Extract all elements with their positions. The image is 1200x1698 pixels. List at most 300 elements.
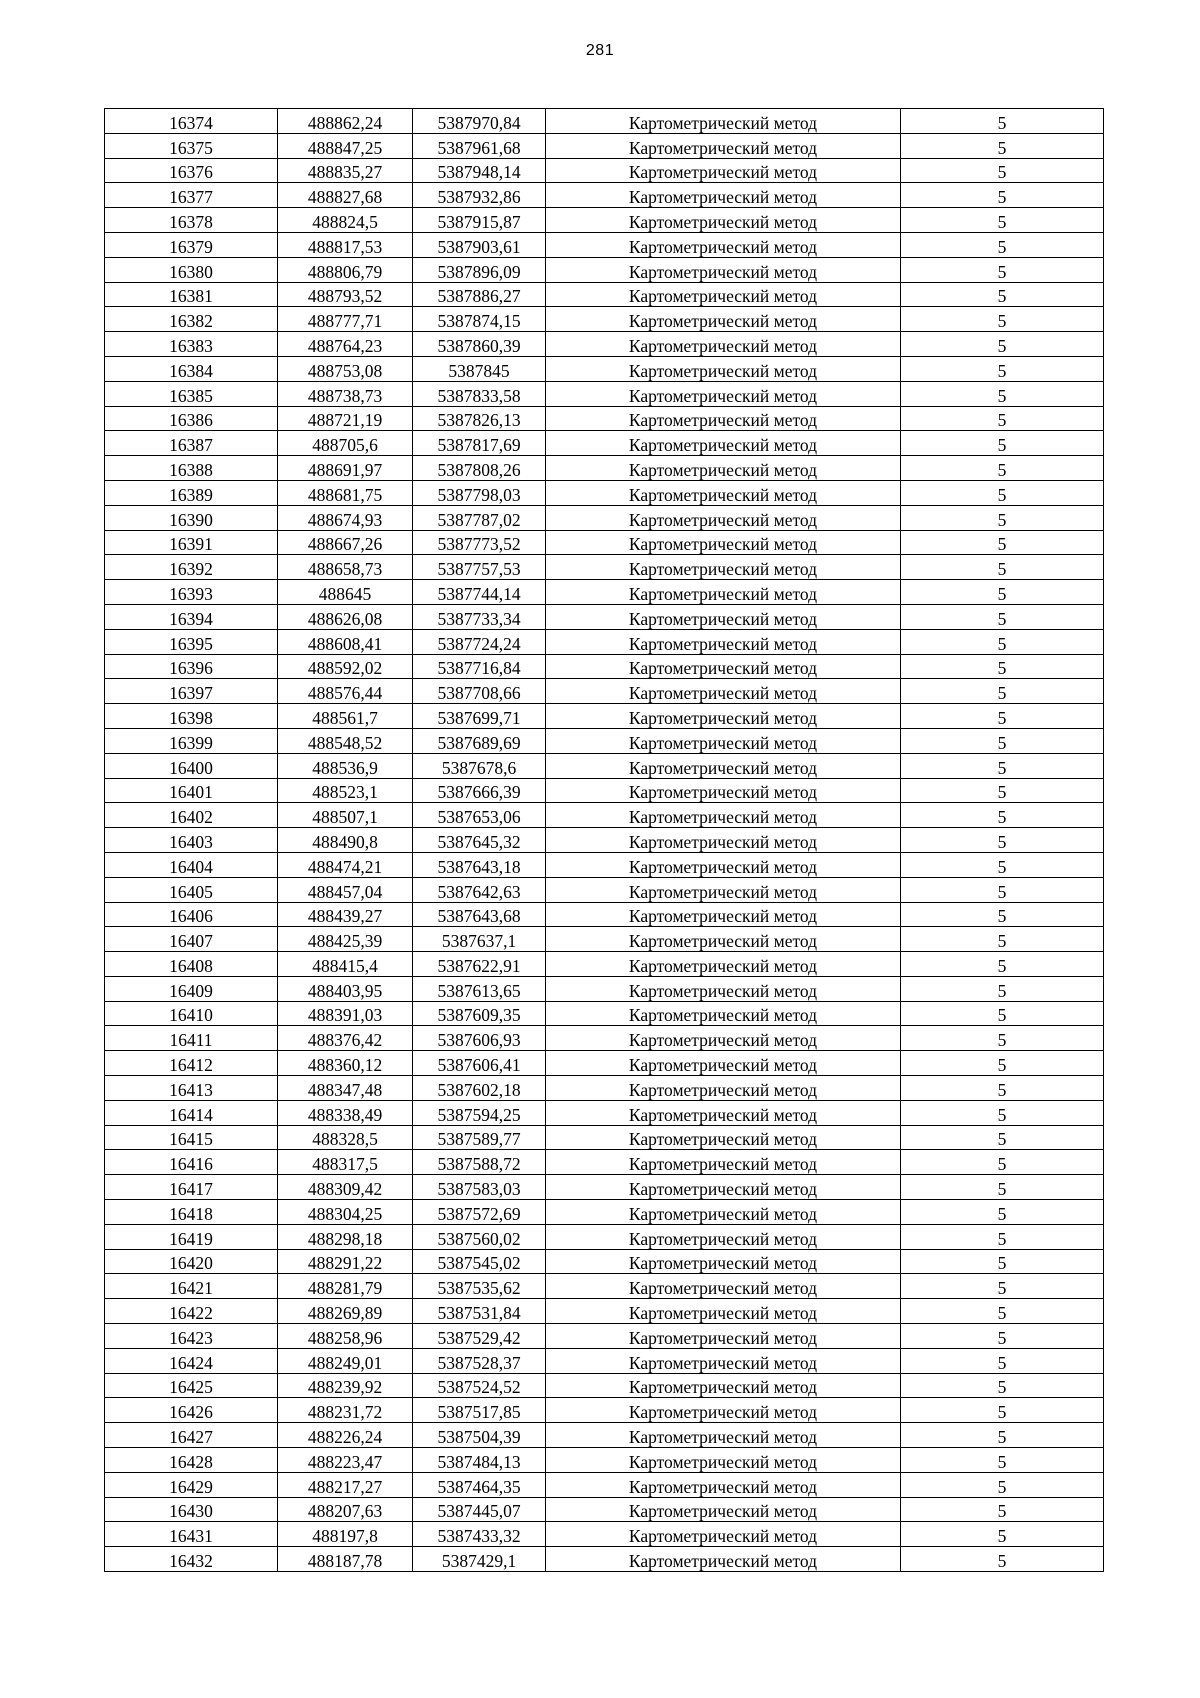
accuracy-cell: 5 xyxy=(901,654,1104,679)
y-coordinate-cell: 5387932,86 xyxy=(413,183,546,208)
point-number-cell: 16382 xyxy=(105,307,278,332)
method-cell: Картометрический метод xyxy=(546,1001,901,1026)
point-number-cell: 16413 xyxy=(105,1076,278,1101)
accuracy-cell: 5 xyxy=(901,778,1104,803)
x-coordinate-cell: 488223,47 xyxy=(278,1448,413,1473)
x-coordinate-cell: 488691,97 xyxy=(278,456,413,481)
point-number-cell: 16424 xyxy=(105,1348,278,1373)
y-coordinate-cell: 5387798,03 xyxy=(413,480,546,505)
accuracy-cell: 5 xyxy=(901,505,1104,530)
method-cell: Картометрический метод xyxy=(546,976,901,1001)
method-cell: Картометрический метод xyxy=(546,232,901,257)
point-number-cell: 16422 xyxy=(105,1299,278,1324)
table-row xyxy=(105,976,1104,1001)
method-cell: Картометрический метод xyxy=(546,704,901,729)
point-number-cell: 16375 xyxy=(105,133,278,158)
accuracy-cell: 5 xyxy=(901,456,1104,481)
y-coordinate-cell: 5387535,62 xyxy=(413,1274,546,1299)
accuracy-cell: 5 xyxy=(901,902,1104,927)
x-coordinate-cell: 488391,03 xyxy=(278,1001,413,1026)
point-number-cell: 16396 xyxy=(105,654,278,679)
table-row xyxy=(105,1522,1104,1547)
point-number-cell: 16429 xyxy=(105,1472,278,1497)
accuracy-cell: 5 xyxy=(901,877,1104,902)
method-cell: Картометрический метод xyxy=(546,1051,901,1076)
table-row xyxy=(105,505,1104,530)
accuracy-cell: 5 xyxy=(901,183,1104,208)
y-coordinate-cell: 5387583,03 xyxy=(413,1175,546,1200)
method-cell: Картометрический метод xyxy=(546,1522,901,1547)
method-cell: Картометрический метод xyxy=(546,431,901,456)
x-coordinate-cell: 488824,5 xyxy=(278,208,413,233)
accuracy-cell: 5 xyxy=(901,1051,1104,1076)
accuracy-cell: 5 xyxy=(901,1200,1104,1225)
point-number-cell: 16384 xyxy=(105,356,278,381)
method-cell: Картометрический метод xyxy=(546,1348,901,1373)
table-row xyxy=(105,952,1104,977)
point-number-cell: 16391 xyxy=(105,530,278,555)
table-row xyxy=(105,902,1104,927)
method-cell: Картометрический метод xyxy=(546,1373,901,1398)
method-cell: Картометрический метод xyxy=(546,356,901,381)
accuracy-cell: 5 xyxy=(901,1522,1104,1547)
y-coordinate-cell: 5387609,35 xyxy=(413,1001,546,1026)
table-row xyxy=(105,1249,1104,1274)
x-coordinate-cell: 488507,1 xyxy=(278,803,413,828)
accuracy-cell: 5 xyxy=(901,1224,1104,1249)
y-coordinate-cell: 5387961,68 xyxy=(413,133,546,158)
method-cell: Картометрический метод xyxy=(546,1547,901,1572)
point-number-cell: 16431 xyxy=(105,1522,278,1547)
accuracy-cell: 5 xyxy=(901,753,1104,778)
y-coordinate-cell: 5387560,02 xyxy=(413,1224,546,1249)
point-number-cell: 16390 xyxy=(105,505,278,530)
y-coordinate-cell: 5387622,91 xyxy=(413,952,546,977)
method-cell: Картометрический метод xyxy=(546,1150,901,1175)
table-row xyxy=(105,1299,1104,1324)
y-coordinate-cell: 5387572,69 xyxy=(413,1200,546,1225)
method-cell: Картометрический метод xyxy=(546,952,901,977)
point-number-cell: 16412 xyxy=(105,1051,278,1076)
method-cell: Картометрический метод xyxy=(546,109,901,134)
method-cell: Картометрический метод xyxy=(546,1125,901,1150)
point-number-cell: 16425 xyxy=(105,1373,278,1398)
table-row xyxy=(105,1547,1104,1572)
table-row xyxy=(105,1497,1104,1522)
point-number-cell: 16377 xyxy=(105,183,278,208)
method-cell: Картометрический метод xyxy=(546,902,901,927)
method-cell: Картометрический метод xyxy=(546,480,901,505)
accuracy-cell: 5 xyxy=(901,1324,1104,1349)
x-coordinate-cell: 488626,08 xyxy=(278,604,413,629)
x-coordinate-cell: 488835,27 xyxy=(278,158,413,183)
accuracy-cell: 5 xyxy=(901,580,1104,605)
y-coordinate-cell: 5387678,6 xyxy=(413,753,546,778)
y-coordinate-cell: 5387602,18 xyxy=(413,1076,546,1101)
table-row xyxy=(105,555,1104,580)
accuracy-cell: 5 xyxy=(901,381,1104,406)
table-row xyxy=(105,1274,1104,1299)
accuracy-cell: 5 xyxy=(901,1076,1104,1101)
x-coordinate-cell: 488576,44 xyxy=(278,679,413,704)
y-coordinate-cell: 5387606,93 xyxy=(413,1026,546,1051)
x-coordinate-cell: 488425,39 xyxy=(278,927,413,952)
accuracy-cell: 5 xyxy=(901,158,1104,183)
table-row xyxy=(105,1001,1104,1026)
table-row xyxy=(105,133,1104,158)
accuracy-cell: 5 xyxy=(901,1274,1104,1299)
accuracy-cell: 5 xyxy=(901,133,1104,158)
method-cell: Картометрический метод xyxy=(546,1224,901,1249)
table-row xyxy=(105,1324,1104,1349)
x-coordinate-cell: 488197,8 xyxy=(278,1522,413,1547)
point-number-cell: 16387 xyxy=(105,431,278,456)
accuracy-cell: 5 xyxy=(901,1398,1104,1423)
x-coordinate-cell: 488490,8 xyxy=(278,828,413,853)
point-number-cell: 16395 xyxy=(105,629,278,654)
table-row xyxy=(105,828,1104,853)
point-number-cell: 16404 xyxy=(105,852,278,877)
x-coordinate-cell: 488309,42 xyxy=(278,1175,413,1200)
table-row xyxy=(105,1224,1104,1249)
x-coordinate-cell: 488681,75 xyxy=(278,480,413,505)
point-number-cell: 16418 xyxy=(105,1200,278,1225)
y-coordinate-cell: 5387826,13 xyxy=(413,406,546,431)
table-row xyxy=(105,629,1104,654)
table-row xyxy=(105,753,1104,778)
accuracy-cell: 5 xyxy=(901,406,1104,431)
accuracy-cell: 5 xyxy=(901,704,1104,729)
y-coordinate-cell: 5387594,25 xyxy=(413,1100,546,1125)
coordinates-table xyxy=(104,108,1104,1572)
x-coordinate-cell: 488258,96 xyxy=(278,1324,413,1349)
y-coordinate-cell: 5387429,1 xyxy=(413,1547,546,1572)
y-coordinate-cell: 5387643,68 xyxy=(413,902,546,927)
method-cell: Картометрический метод xyxy=(546,381,901,406)
point-number-cell: 16420 xyxy=(105,1249,278,1274)
accuracy-cell: 5 xyxy=(901,1026,1104,1051)
accuracy-cell: 5 xyxy=(901,232,1104,257)
point-number-cell: 16401 xyxy=(105,778,278,803)
point-number-cell: 16415 xyxy=(105,1125,278,1150)
x-coordinate-cell: 488304,25 xyxy=(278,1200,413,1225)
method-cell: Картометрический метод xyxy=(546,778,901,803)
point-number-cell: 16400 xyxy=(105,753,278,778)
accuracy-cell: 5 xyxy=(901,1249,1104,1274)
point-number-cell: 16394 xyxy=(105,604,278,629)
y-coordinate-cell: 5387744,14 xyxy=(413,580,546,605)
table-row xyxy=(105,1423,1104,1448)
method-cell: Картометрический метод xyxy=(546,307,901,332)
point-number-cell: 16392 xyxy=(105,555,278,580)
x-coordinate-cell: 488328,5 xyxy=(278,1125,413,1150)
x-coordinate-cell: 488347,48 xyxy=(278,1076,413,1101)
x-coordinate-cell: 488217,27 xyxy=(278,1472,413,1497)
table-row xyxy=(105,257,1104,282)
table-row xyxy=(105,332,1104,357)
accuracy-cell: 5 xyxy=(901,208,1104,233)
point-number-cell: 16403 xyxy=(105,828,278,853)
y-coordinate-cell: 5387484,13 xyxy=(413,1448,546,1473)
method-cell: Картометрический метод xyxy=(546,1200,901,1225)
point-number-cell: 16409 xyxy=(105,976,278,1001)
point-number-cell: 16410 xyxy=(105,1001,278,1026)
point-number-cell: 16426 xyxy=(105,1398,278,1423)
x-coordinate-cell: 488674,93 xyxy=(278,505,413,530)
method-cell: Картометрический метод xyxy=(546,208,901,233)
x-coordinate-cell: 488862,24 xyxy=(278,109,413,134)
accuracy-cell: 5 xyxy=(901,629,1104,654)
method-cell: Картометрический метод xyxy=(546,1472,901,1497)
y-coordinate-cell: 5387708,66 xyxy=(413,679,546,704)
y-coordinate-cell: 5387896,09 xyxy=(413,257,546,282)
x-coordinate-cell: 488457,04 xyxy=(278,877,413,902)
accuracy-cell: 5 xyxy=(901,1373,1104,1398)
x-coordinate-cell: 488281,79 xyxy=(278,1274,413,1299)
y-coordinate-cell: 5387724,24 xyxy=(413,629,546,654)
method-cell: Картометрический метод xyxy=(546,530,901,555)
method-cell: Картометрический метод xyxy=(546,679,901,704)
accuracy-cell: 5 xyxy=(901,1348,1104,1373)
y-coordinate-cell: 5387757,53 xyxy=(413,555,546,580)
accuracy-cell: 5 xyxy=(901,976,1104,1001)
x-coordinate-cell: 488548,52 xyxy=(278,728,413,753)
y-coordinate-cell: 5387524,52 xyxy=(413,1373,546,1398)
table-row xyxy=(105,728,1104,753)
point-number-cell: 16379 xyxy=(105,232,278,257)
table-row xyxy=(105,1448,1104,1473)
x-coordinate-cell: 488523,1 xyxy=(278,778,413,803)
table-row xyxy=(105,232,1104,257)
x-coordinate-cell: 488338,49 xyxy=(278,1100,413,1125)
point-number-cell: 16383 xyxy=(105,332,278,357)
table-row xyxy=(105,1150,1104,1175)
x-coordinate-cell: 488231,72 xyxy=(278,1398,413,1423)
table-row xyxy=(105,604,1104,629)
y-coordinate-cell: 5387433,32 xyxy=(413,1522,546,1547)
accuracy-cell: 5 xyxy=(901,852,1104,877)
accuracy-cell: 5 xyxy=(901,257,1104,282)
y-coordinate-cell: 5387528,37 xyxy=(413,1348,546,1373)
y-coordinate-cell: 5387808,26 xyxy=(413,456,546,481)
table-row xyxy=(105,406,1104,431)
point-number-cell: 16399 xyxy=(105,728,278,753)
x-coordinate-cell: 488207,63 xyxy=(278,1497,413,1522)
point-number-cell: 16374 xyxy=(105,109,278,134)
x-coordinate-cell: 488226,24 xyxy=(278,1423,413,1448)
accuracy-cell: 5 xyxy=(901,1175,1104,1200)
method-cell: Картометрический метод xyxy=(546,406,901,431)
y-coordinate-cell: 5387645,32 xyxy=(413,828,546,853)
x-coordinate-cell: 488806,79 xyxy=(278,257,413,282)
y-coordinate-cell: 5387643,18 xyxy=(413,852,546,877)
y-coordinate-cell: 5387733,34 xyxy=(413,604,546,629)
y-coordinate-cell: 5387833,58 xyxy=(413,381,546,406)
x-coordinate-cell: 488403,95 xyxy=(278,976,413,1001)
accuracy-cell: 5 xyxy=(901,679,1104,704)
page-number: 281 xyxy=(585,42,615,59)
method-cell: Картометрический метод xyxy=(546,1100,901,1125)
y-coordinate-cell: 5387787,02 xyxy=(413,505,546,530)
accuracy-cell: 5 xyxy=(901,604,1104,629)
accuracy-cell: 5 xyxy=(901,356,1104,381)
method-cell: Картометрический метод xyxy=(546,604,901,629)
x-coordinate-cell: 488764,23 xyxy=(278,332,413,357)
y-coordinate-cell: 5387606,41 xyxy=(413,1051,546,1076)
x-coordinate-cell: 488793,52 xyxy=(278,282,413,307)
x-coordinate-cell: 488777,71 xyxy=(278,307,413,332)
method-cell: Картометрический метод xyxy=(546,456,901,481)
x-coordinate-cell: 488415,4 xyxy=(278,952,413,977)
point-number-cell: 16419 xyxy=(105,1224,278,1249)
method-cell: Картометрический метод xyxy=(546,629,901,654)
x-coordinate-cell: 488439,27 xyxy=(278,902,413,927)
y-coordinate-cell: 5387642,63 xyxy=(413,877,546,902)
table-row xyxy=(105,1125,1104,1150)
y-coordinate-cell: 5387589,77 xyxy=(413,1125,546,1150)
y-coordinate-cell: 5387845 xyxy=(413,356,546,381)
method-cell: Картометрический метод xyxy=(546,1299,901,1324)
method-cell: Картометрический метод xyxy=(546,1448,901,1473)
table-row xyxy=(105,852,1104,877)
table-row xyxy=(105,1200,1104,1225)
method-cell: Картометрический метод xyxy=(546,877,901,902)
x-coordinate-cell: 488187,78 xyxy=(278,1547,413,1572)
table-row xyxy=(105,1472,1104,1497)
method-cell: Картометрический метод xyxy=(546,927,901,952)
table-row xyxy=(105,1076,1104,1101)
point-number-cell: 16380 xyxy=(105,257,278,282)
accuracy-cell: 5 xyxy=(901,555,1104,580)
table-row xyxy=(105,1348,1104,1373)
y-coordinate-cell: 5387903,61 xyxy=(413,232,546,257)
y-coordinate-cell: 5387716,84 xyxy=(413,654,546,679)
method-cell: Картометрический метод xyxy=(546,1497,901,1522)
point-number-cell: 16381 xyxy=(105,282,278,307)
x-coordinate-cell: 488738,73 xyxy=(278,381,413,406)
accuracy-cell: 5 xyxy=(901,1001,1104,1026)
method-cell: Картометрический метод xyxy=(546,728,901,753)
y-coordinate-cell: 5387529,42 xyxy=(413,1324,546,1349)
y-coordinate-cell: 5387517,85 xyxy=(413,1398,546,1423)
point-number-cell: 16414 xyxy=(105,1100,278,1125)
accuracy-cell: 5 xyxy=(901,1299,1104,1324)
y-coordinate-cell: 5387531,84 xyxy=(413,1299,546,1324)
y-coordinate-cell: 5387545,02 xyxy=(413,1249,546,1274)
y-coordinate-cell: 5387666,39 xyxy=(413,778,546,803)
method-cell: Картометрический метод xyxy=(546,654,901,679)
accuracy-cell: 5 xyxy=(901,332,1104,357)
table-row xyxy=(105,803,1104,828)
x-coordinate-cell: 488269,89 xyxy=(278,1299,413,1324)
accuracy-cell: 5 xyxy=(901,927,1104,952)
y-coordinate-cell: 5387915,87 xyxy=(413,208,546,233)
point-number-cell: 16398 xyxy=(105,704,278,729)
method-cell: Картометрический метод xyxy=(546,580,901,605)
accuracy-cell: 5 xyxy=(901,1448,1104,1473)
table-row xyxy=(105,1175,1104,1200)
x-coordinate-cell: 488721,19 xyxy=(278,406,413,431)
accuracy-cell: 5 xyxy=(901,1150,1104,1175)
y-coordinate-cell: 5387874,15 xyxy=(413,307,546,332)
x-coordinate-cell: 488645 xyxy=(278,580,413,605)
accuracy-cell: 5 xyxy=(901,282,1104,307)
coordinates-table-body xyxy=(105,109,1104,1572)
table-row xyxy=(105,654,1104,679)
x-coordinate-cell: 488291,22 xyxy=(278,1249,413,1274)
point-number-cell: 16427 xyxy=(105,1423,278,1448)
method-cell: Картометрический метод xyxy=(546,282,901,307)
method-cell: Картометрический метод xyxy=(546,1398,901,1423)
accuracy-cell: 5 xyxy=(901,1125,1104,1150)
accuracy-cell: 5 xyxy=(901,952,1104,977)
point-number-cell: 16423 xyxy=(105,1324,278,1349)
method-cell: Картометрический метод xyxy=(546,183,901,208)
method-cell: Картометрический метод xyxy=(546,852,901,877)
x-coordinate-cell: 488827,68 xyxy=(278,183,413,208)
point-number-cell: 16402 xyxy=(105,803,278,828)
table-row xyxy=(105,877,1104,902)
table-row xyxy=(105,480,1104,505)
point-number-cell: 16408 xyxy=(105,952,278,977)
x-coordinate-cell: 488298,18 xyxy=(278,1224,413,1249)
point-number-cell: 16378 xyxy=(105,208,278,233)
point-number-cell: 16386 xyxy=(105,406,278,431)
x-coordinate-cell: 488705,6 xyxy=(278,431,413,456)
y-coordinate-cell: 5387445,07 xyxy=(413,1497,546,1522)
table-row xyxy=(105,530,1104,555)
table-row xyxy=(105,1051,1104,1076)
method-cell: Картометрический метод xyxy=(546,1324,901,1349)
table-row xyxy=(105,679,1104,704)
x-coordinate-cell: 488753,08 xyxy=(278,356,413,381)
x-coordinate-cell: 488360,12 xyxy=(278,1051,413,1076)
point-number-cell: 16417 xyxy=(105,1175,278,1200)
method-cell: Картометрический метод xyxy=(546,1076,901,1101)
x-coordinate-cell: 488658,73 xyxy=(278,555,413,580)
accuracy-cell: 5 xyxy=(901,530,1104,555)
table-row xyxy=(105,158,1104,183)
accuracy-cell: 5 xyxy=(901,1472,1104,1497)
accuracy-cell: 5 xyxy=(901,1423,1104,1448)
method-cell: Картометрический метод xyxy=(546,505,901,530)
y-coordinate-cell: 5387970,84 xyxy=(413,109,546,134)
table-row xyxy=(105,381,1104,406)
accuracy-cell: 5 xyxy=(901,803,1104,828)
x-coordinate-cell: 488536,9 xyxy=(278,753,413,778)
accuracy-cell: 5 xyxy=(901,1547,1104,1572)
x-coordinate-cell: 488847,25 xyxy=(278,133,413,158)
accuracy-cell: 5 xyxy=(901,1497,1104,1522)
method-cell: Картометрический метод xyxy=(546,753,901,778)
point-number-cell: 16416 xyxy=(105,1150,278,1175)
accuracy-cell: 5 xyxy=(901,828,1104,853)
accuracy-cell: 5 xyxy=(901,480,1104,505)
point-number-cell: 16407 xyxy=(105,927,278,952)
x-coordinate-cell: 488561,7 xyxy=(278,704,413,729)
method-cell: Картометрический метод xyxy=(546,1274,901,1299)
table-row xyxy=(105,109,1104,134)
table-row xyxy=(105,704,1104,729)
method-cell: Картометрический метод xyxy=(546,1175,901,1200)
point-number-cell: 16376 xyxy=(105,158,278,183)
point-number-cell: 16432 xyxy=(105,1547,278,1572)
method-cell: Картометрический метод xyxy=(546,158,901,183)
accuracy-cell: 5 xyxy=(901,728,1104,753)
method-cell: Картометрический метод xyxy=(546,803,901,828)
y-coordinate-cell: 5387689,69 xyxy=(413,728,546,753)
method-cell: Картометрический метод xyxy=(546,332,901,357)
